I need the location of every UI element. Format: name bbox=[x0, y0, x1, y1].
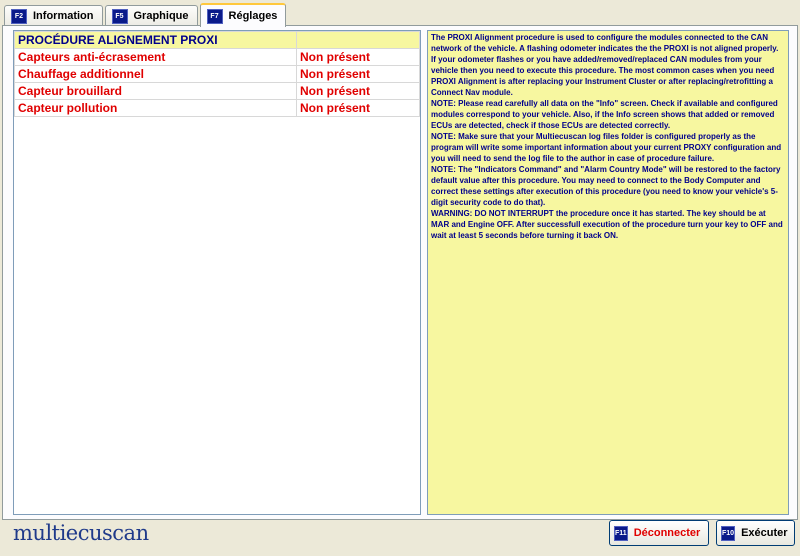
execute-button[interactable] bbox=[716, 520, 795, 546]
f10-key-icon: F10 bbox=[721, 526, 735, 541]
tab-bar bbox=[4, 2, 288, 26]
tab-reglages[interactable] bbox=[200, 3, 287, 27]
table-header-row[interactable] bbox=[15, 32, 420, 49]
row-value: Non présent bbox=[297, 83, 420, 100]
row-name: Capteurs anti-écrasement bbox=[15, 49, 297, 66]
table-row[interactable] bbox=[15, 49, 420, 66]
procedure-title: PROCÉDURE ALIGNEMENT PROXI bbox=[15, 32, 297, 49]
row-value: Non présent bbox=[297, 66, 420, 83]
f5-key-icon: F5 bbox=[112, 9, 128, 24]
tab-reglages-label: Réglages bbox=[228, 10, 278, 22]
disconnect-label: Déconnecter bbox=[633, 527, 701, 539]
multiecuscan-logo: multiecuscan bbox=[13, 521, 149, 545]
info-paragraph: The PROXI Alignment procedure is used to configure the modules connected to the CAN network of the vehicle. A flashing odometer indicates the the PROXI is not aligned properly. If your odometer flashes or you have added/removed/replaced CAN modules from your vehicle then you need to execute this procedure. The most common cases when you need PROXI Alignment is after replacing your Instrument Cluster or after replacing/retrofitting a Connect Nav module. bbox=[431, 33, 779, 97]
table-row[interactable] bbox=[15, 83, 420, 100]
row-value: Non présent bbox=[297, 100, 420, 117]
row-name: Capteur pollution bbox=[15, 100, 297, 117]
tab-information[interactable] bbox=[4, 5, 103, 26]
tab-graphique-label: Graphique bbox=[133, 10, 189, 22]
info-paragraph: NOTE: Make sure that your Multiecuscan log files folder is configured properly as the program will write some important information about your current PROXY configuration and you will need to send the log file to the author in case of procedure failure. bbox=[431, 132, 782, 163]
execute-label: Exécuter bbox=[741, 527, 788, 539]
procedure-table bbox=[14, 31, 420, 117]
row-name: Chauffage additionnel bbox=[15, 66, 297, 83]
tab-graphique[interactable] bbox=[105, 5, 198, 26]
info-paragraph: WARNING: DO NOT INTERRUPT the procedure once it has started. The key should be at MAR and Engine OFF. After successfull execution of the procedure turn your key to OFF and wait at least 5 seconds before turning it back ON. bbox=[431, 209, 783, 240]
table-row[interactable] bbox=[15, 100, 420, 117]
procedure-info-panel[interactable] bbox=[427, 30, 789, 515]
tab-information-label: Information bbox=[33, 10, 94, 22]
header-value-cell bbox=[297, 32, 420, 49]
info-paragraph: NOTE: The "Indicators Command" and "Alarm Country Mode" will be restored to the factory default value after this procedure. You may need to connect to the Body Computer and correct these settings after execution of this procedure (you need to know your vehicle's 5-digit security code to do that). bbox=[431, 165, 781, 207]
disconnect-button[interactable] bbox=[609, 520, 709, 546]
settings-panel bbox=[2, 25, 798, 520]
row-value: Non présent bbox=[297, 49, 420, 66]
procedure-table-container[interactable] bbox=[13, 30, 421, 515]
f7-key-icon: F7 bbox=[207, 9, 223, 24]
row-name: Capteur brouillard bbox=[15, 83, 297, 100]
f11-key-icon: F11 bbox=[614, 526, 628, 541]
table-row[interactable] bbox=[15, 66, 420, 83]
f2-key-icon: F2 bbox=[11, 9, 27, 24]
info-paragraph: NOTE: Please read carefully all data on the "Info" screen. Check if available and configured modules correspond to your vehicle. Also, if the Info screen shows that added or removed ECUs are detected, check if those ECUs are detected correctly. bbox=[431, 99, 778, 130]
